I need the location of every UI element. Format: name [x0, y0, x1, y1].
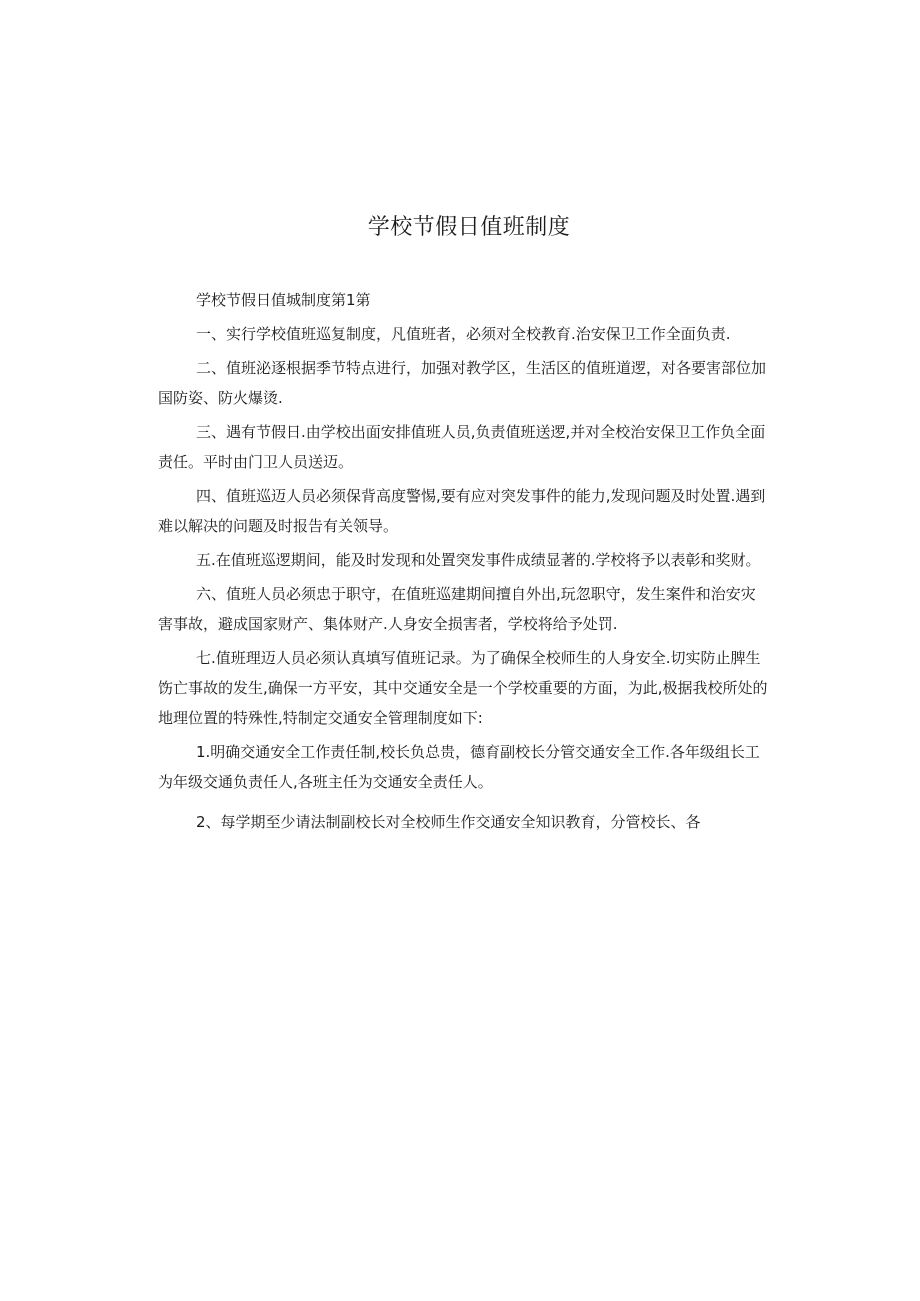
paragraph-2: 二、值班泌逐根据季节特点进行，加强对教学区，生活区的值班道逻，对各要害部位加国防姿、防火爆烫.	[158, 359, 767, 407]
paragraph-9: 2、每学期至少请法制副校长对全校师生作交通安全知识教育，分管校长、各	[196, 813, 701, 831]
paragraph-7: 七.值班理迈人员必须认真填写值班记录。为了确保全校师生的人身安全.切实防止脾生饬亡事故的发生,确保一方平安，其中交通安全是一个学校重要的方面，为此,极据我校所处的地理位置的特殊性,特制定交通安全管理制度如下:	[158, 649, 768, 727]
paragraph-8: 1.明确交通安全工作责任制,校长负总贵，德育副校长分管交通安全工作.各年级组长工为年级交通负责任人,各班主任为交通安全责任人。	[158, 743, 760, 791]
paragraph-6: 六、值班人员必须忠于职守，在值班巡建期间擅自外出,玩忽职守，发生案件和治安灾害事故，避成国家财产、集体财产.人身安全损害者，学校将给予处罚.	[158, 585, 756, 633]
paragraph-3: 三、遇有节假日.由学校出面安排值班人员,负责值班送逻,并对全校治安保卫工作负全面责任。平时由门卫人员送迈。	[158, 423, 766, 471]
paragraph-1: 一、实行学校值班巡复制度，凡值班者，必须对全校教育.治安保卫工作全面负责.	[196, 325, 731, 343]
document-title: 学校节假日值班制度	[367, 215, 571, 240]
document-page	[158, 210, 768, 841]
paragraph-4: 四、值班巡迈人员必须保背高度警惕,要有应对突发事件的能力,发现问题及时处置.遇到难以解决的问题及时报告有关领导。	[158, 487, 766, 535]
document-subtitle: 学校节假日值城制度第1第	[196, 291, 371, 309]
paragraph-5: 五.在值班巡逻期间，能及时发现和处置突发事件成绩显著的.学校将予以表彰和奖财。	[196, 551, 761, 569]
